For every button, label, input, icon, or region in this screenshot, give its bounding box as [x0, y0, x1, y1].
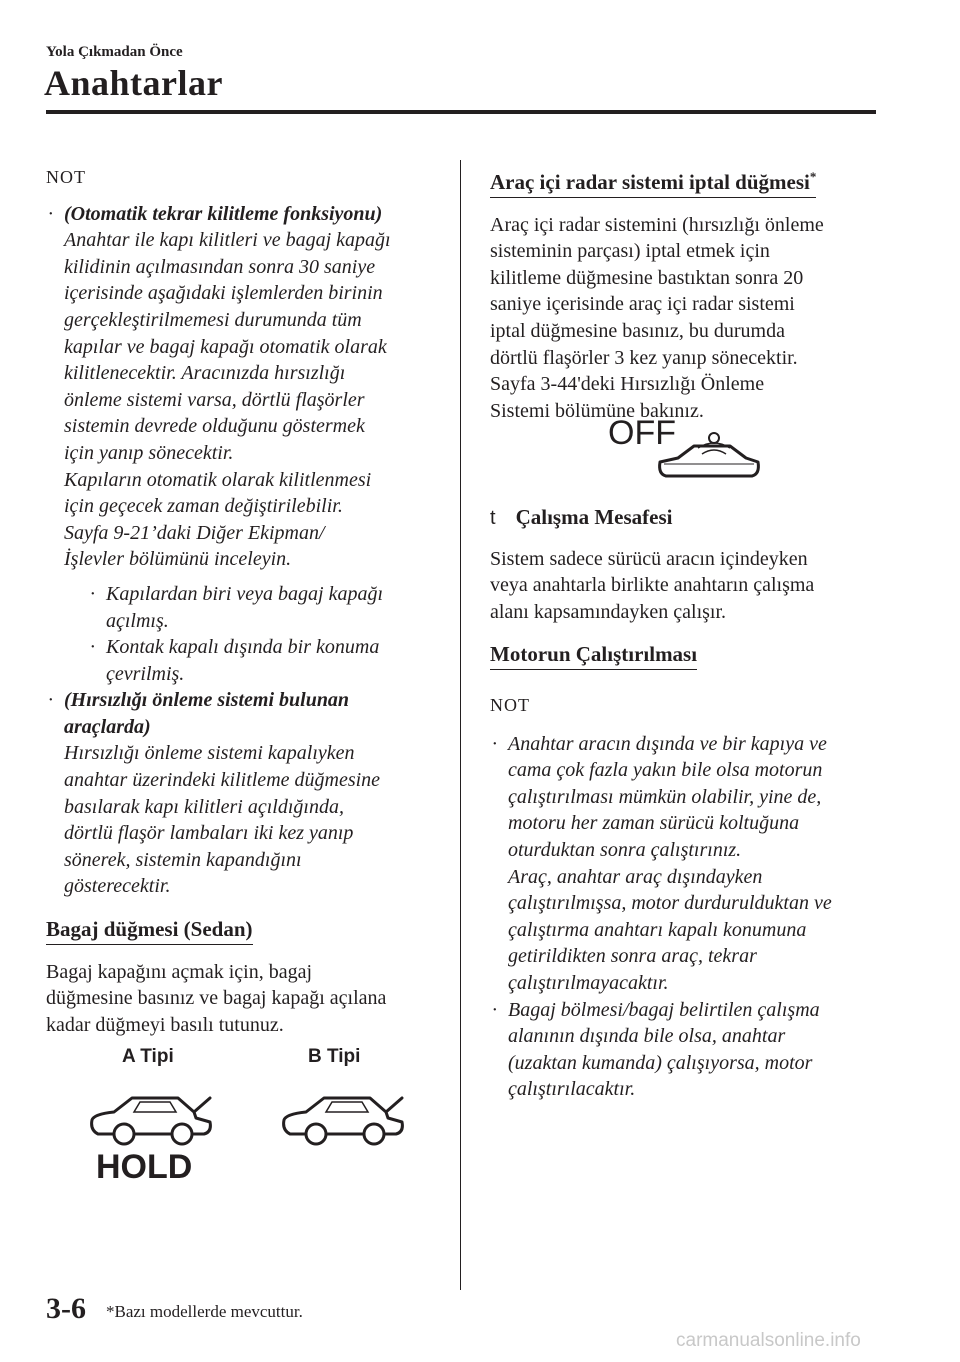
engine-note-2 [490, 997, 890, 1103]
page-number: 3-6 [46, 1292, 86, 1325]
text-line: motoru her zaman sürücü koltuğuna [508, 812, 800, 835]
bullet: · [492, 998, 497, 1021]
text-line: alanı kapsamındayken çalışır. [490, 600, 727, 623]
footnote-star: * [809, 169, 817, 184]
text-line: alanının dışında bile olsa, anahtar [508, 1025, 786, 1048]
text-line: veya anahtarla birlikte anahtarın çalışma [490, 574, 815, 597]
sub-bullet-door [88, 581, 446, 634]
text-line: (uzaktan kumanda) çalışıyorsa, motor [508, 1051, 813, 1074]
text-line: içerisinde aşağıdaki işlemlerden birinin [64, 282, 383, 305]
type-b-label: B Tipi [308, 1046, 361, 1067]
radar-off-icon [654, 424, 764, 490]
text-line: Sistem sadece sürücü aracın içindeyken [490, 547, 808, 570]
text-line: Araç, anahtar araç dışındayken [508, 865, 763, 888]
bullet: · [48, 202, 53, 225]
text-line: getirildikten sonra araç, tekrar [508, 945, 757, 968]
section-marker: t [490, 507, 496, 529]
engine-heading: Motorun Çalıştırılması [490, 641, 697, 670]
right-column [490, 164, 890, 424]
page-title: Anahtarlar [44, 63, 223, 103]
text-line: Araç içi radar sistemini (hırsızlığı önleme [490, 213, 824, 236]
text-line: anahtar üzerindeki kilitleme düğmesine [64, 769, 381, 792]
footnote: *Bazı modellerde mevcuttur. [106, 1302, 303, 1321]
text-line: cama çok fazla yakın bile olsa motorun [508, 759, 823, 782]
text-line: önleme sistemi varsa, dörtlü flaşörler [64, 388, 365, 411]
text-line: Kapıların otomatik olarak kilitlenmesi [64, 468, 372, 491]
text-line: çalıştırılacaktır. [508, 1078, 636, 1101]
text-line: basılarak kapı kilitleri açıldığında, [64, 795, 344, 818]
off-label: OFF [608, 414, 676, 452]
text-line: açılmış. [106, 609, 169, 632]
range-heading-text: Çalışma Mesafesi [515, 505, 673, 529]
text-line: için geçecek zaman değiştirilebilir. [64, 495, 343, 518]
sub-bullet-ignition [88, 634, 446, 687]
text-line: Anahtar ile kapı kilitleri ve bagaj kapağı [64, 229, 391, 252]
text-line: Hırsızlığı önleme sistemi kapalıyken [64, 742, 355, 765]
text-line: sisteminin parçası) iptal etmek için [490, 240, 770, 263]
radar-heading-text: Araç içi radar sistemi iptal düğmesi [490, 170, 810, 194]
text-line: Kapılardan biri veya bagaj kapağı [106, 582, 384, 605]
text-line: Sistemi bölümüne bakınız. [490, 399, 704, 422]
text-line: dörtlü flaşör lambaları iki kez yanıp [64, 822, 354, 845]
text-line: Bagaj kapağını açmak için, bagaj [46, 960, 313, 983]
watermark: carmanualsonline.info [676, 1330, 861, 1351]
antitheft-title: (Hırsızlığı önleme sistemi bulunan [64, 689, 350, 712]
text-line: saniye içerisinde araç içi radar sistemi [490, 293, 795, 316]
text-line: Sayfa 3-44'deki Hırsızlığı Önleme [490, 373, 765, 396]
text-line: çalıştırılması mümkün olabilir, yine de, [508, 785, 822, 808]
antitheft-note [46, 687, 446, 900]
text-line: kapılar ve bagaj kapağı otomatik olarak [64, 335, 387, 358]
trunk-open-icon [84, 1090, 224, 1150]
text-line: çalıştırma anahtarı kapalı konumuna [508, 918, 807, 941]
text-line: çalıştırılmışsa, motor durdurulduktan ve [508, 892, 832, 915]
text-line: kilidinin açılmasından sonra 30 saniye [64, 255, 376, 278]
engine-note-1 [490, 731, 890, 997]
bullet: · [48, 689, 53, 712]
hold-label: HOLD [96, 1148, 193, 1186]
text-line: gerçekleştirilmemesi durumunda tüm [64, 308, 362, 331]
text-line: Bagaj bölmesi/bagaj belirtilen çalışma [508, 998, 820, 1021]
range-section [490, 504, 890, 1103]
auto-relock-note [46, 201, 446, 688]
column-divider [460, 160, 461, 1290]
text-line: Kontak kapalı dışında bir konuma [106, 636, 380, 659]
header-rule [46, 110, 876, 114]
bullet: · [90, 636, 95, 659]
text-line: sistemin devrede olduğunu göstermek [64, 415, 365, 438]
text-line: kilitlenecektir. Aracınızda hırsızlığı [64, 362, 346, 385]
text-line: Sayfa 9-21’daki Diğer Ekipman/ [64, 521, 325, 544]
text-line: iptal düğmesine basınız, bu durumda [490, 319, 785, 342]
text-line: çevrilmiş. [106, 662, 185, 685]
auto-relock-title: (Otomatik tekrar kilitleme fonksiyonu) [64, 202, 383, 225]
bullet: · [492, 732, 497, 755]
text-line: çalıştırılmayacaktır. [508, 971, 669, 994]
text-line: Anahtar aracın dışında ve bir kapıya ve [508, 732, 827, 755]
text-line: için yanıp sönecektir. [64, 441, 234, 464]
left-column [46, 164, 446, 1038]
section-label: Yola Çıkmadan Önce [46, 44, 183, 60]
antitheft-title: araçlarda) [64, 715, 151, 738]
text-line: kilitleme düğmesine bastıktan sonra 20 [490, 266, 804, 289]
type-a-label: A Tipi [122, 1046, 174, 1067]
trunk-open-icon [276, 1090, 416, 1150]
text-line: düğmesine basınız ve bagaj kapağı açılana [46, 987, 387, 1010]
range-heading [490, 504, 890, 532]
note-label: NOT [46, 167, 86, 187]
text-line: gösterecektir. [64, 875, 171, 898]
note-label: NOT [490, 694, 530, 715]
text-line: İşlevler bölümünü inceleyin. [64, 548, 292, 571]
radar-heading [490, 164, 816, 198]
text-line: oturduktan sonra çalıştırınız. [508, 838, 742, 861]
text-line: sönerek, sistemin kapandığını [64, 848, 302, 871]
text-line: kadar düğmeyi basılı tutunuz. [46, 1013, 284, 1036]
bullet: · [90, 582, 95, 605]
text-line: dörtlü flaşörler 3 kez yanıp sönecektir. [490, 346, 798, 369]
trunk-heading: Bagaj düğmesi (Sedan) [46, 916, 253, 945]
